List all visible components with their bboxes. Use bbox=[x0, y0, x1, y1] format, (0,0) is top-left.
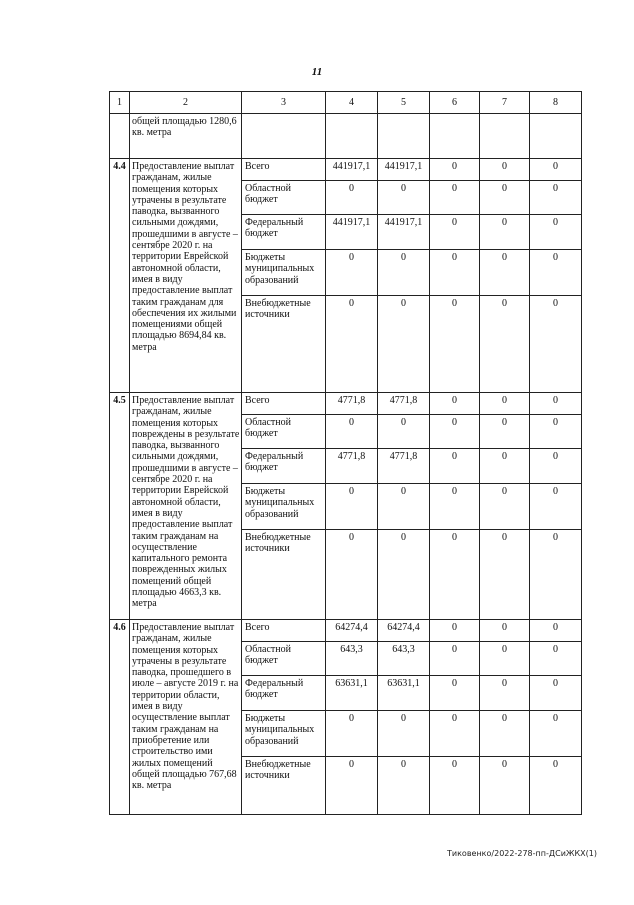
value-cell: 0 bbox=[378, 757, 430, 815]
value-cell: 0 bbox=[480, 159, 530, 181]
value-cell: 0 bbox=[430, 159, 480, 181]
funding-source: Федеральный бюджет bbox=[242, 449, 326, 484]
value-cell: 4771,8 bbox=[326, 449, 378, 484]
value-cell: 0 bbox=[326, 530, 378, 620]
value-cell: 64274,4 bbox=[378, 620, 430, 642]
value-cell: 441917,1 bbox=[326, 159, 378, 181]
value-cell: 0 bbox=[530, 711, 582, 757]
value-cell: 0 bbox=[430, 711, 480, 757]
value-cell: 0 bbox=[480, 484, 530, 530]
value-cell: 0 bbox=[430, 250, 480, 296]
header-cell: 6 bbox=[430, 92, 480, 114]
value-cell: 0 bbox=[530, 676, 582, 711]
funding-source: Федеральный бюджет bbox=[242, 676, 326, 711]
value-cell: 0 bbox=[430, 484, 480, 530]
funding-source: Бюджеты муниципальных образований bbox=[242, 484, 326, 530]
value-cell: 0 bbox=[480, 250, 530, 296]
value-cell: 0 bbox=[430, 393, 480, 415]
header-cell: 7 bbox=[480, 92, 530, 114]
value-cell: 0 bbox=[430, 181, 480, 215]
value-cell bbox=[530, 114, 582, 159]
value-cell: 0 bbox=[326, 181, 378, 215]
value-cell: 0 bbox=[480, 415, 530, 449]
continuation-row bbox=[110, 114, 582, 159]
page-number: 11 bbox=[311, 66, 323, 78]
funding-source: Внебюджетные источники bbox=[242, 296, 326, 393]
value-cell: 0 bbox=[378, 181, 430, 215]
value-cell: 0 bbox=[480, 530, 530, 620]
item-code: 4.6 bbox=[110, 620, 130, 815]
description-cell: общей площадью 1280,6 кв. метра bbox=[130, 114, 242, 159]
value-cell: 0 bbox=[326, 757, 378, 815]
value-cell: 0 bbox=[430, 530, 480, 620]
value-cell: 0 bbox=[480, 757, 530, 815]
funding-source: Областной бюджет bbox=[242, 415, 326, 449]
value-cell: 0 bbox=[530, 449, 582, 484]
value-cell: 0 bbox=[530, 530, 582, 620]
table-row bbox=[110, 620, 582, 642]
value-cell: 0 bbox=[530, 296, 582, 393]
item-description: Предоставление выплат гражданам, жилые помещения которых утрачены в результате паводка, прошедшего в июле – августе 2019 г. на территории области, имея в виду осуществление выплат таким гражданам на приобретение или строительство ими жилых помещений общей площадью 767,68 кв. метра bbox=[130, 620, 242, 815]
value-cell: 0 bbox=[430, 757, 480, 815]
value-cell: 0 bbox=[530, 159, 582, 181]
value-cell: 0 bbox=[378, 296, 430, 393]
value-cell bbox=[378, 114, 430, 159]
value-cell: 4771,8 bbox=[378, 393, 430, 415]
header-cell: 5 bbox=[378, 92, 430, 114]
value-cell bbox=[430, 114, 480, 159]
value-cell: 4771,8 bbox=[326, 393, 378, 415]
value-cell bbox=[480, 114, 530, 159]
funding-source: Областной бюджет bbox=[242, 642, 326, 676]
value-cell: 0 bbox=[430, 296, 480, 393]
value-cell: 0 bbox=[378, 415, 430, 449]
table-row bbox=[110, 393, 582, 415]
value-cell: 643,3 bbox=[326, 642, 378, 676]
header-cell: 1 bbox=[110, 92, 130, 114]
header-cell: 2 bbox=[130, 92, 242, 114]
value-cell: 0 bbox=[378, 250, 430, 296]
header-cell: 4 bbox=[326, 92, 378, 114]
value-cell: 4771,8 bbox=[378, 449, 430, 484]
footer-reference: Тиковенко/2022-278-пп-ДСиЖКХ(1) bbox=[447, 849, 597, 858]
value-cell: 0 bbox=[480, 393, 530, 415]
value-cell: 643,3 bbox=[378, 642, 430, 676]
value-cell: 441917,1 bbox=[378, 215, 430, 250]
value-cell: 0 bbox=[530, 484, 582, 530]
value-cell: 0 bbox=[480, 215, 530, 250]
value-cell: 441917,1 bbox=[326, 215, 378, 250]
value-cell: 0 bbox=[530, 415, 582, 449]
value-cell: 0 bbox=[530, 642, 582, 676]
table-row bbox=[110, 159, 582, 181]
funding-source: Федеральный бюджет bbox=[242, 215, 326, 250]
value-cell: 0 bbox=[326, 296, 378, 393]
funding-source: Бюджеты муниципальных образований bbox=[242, 250, 326, 296]
value-cell: 0 bbox=[530, 757, 582, 815]
value-cell: 0 bbox=[326, 250, 378, 296]
value-cell: 63631,1 bbox=[326, 676, 378, 711]
value-cell: 0 bbox=[480, 620, 530, 642]
value-cell: 0 bbox=[378, 530, 430, 620]
value-cell: 0 bbox=[530, 181, 582, 215]
item-description: Предоставление выплат гражданам, жилые помещения которых утрачены в результате паводка, вызванного сильными дождями, прошедшими в августе – сентябре 2020 г. на территории Еврейской автономной области, имея в виду предоставление выплат таким гражданам для обеспечения их жилыми помещениями общей площадью 8694,84 кв. метра bbox=[130, 159, 242, 393]
budget-table bbox=[109, 91, 582, 815]
code-cell bbox=[110, 114, 130, 159]
header-cell: 8 bbox=[530, 92, 582, 114]
item-code: 4.4 bbox=[110, 159, 130, 393]
funding-source: Всего bbox=[242, 393, 326, 415]
funding-source: Внебюджетные источники bbox=[242, 530, 326, 620]
value-cell: 0 bbox=[430, 215, 480, 250]
value-cell: 63631,1 bbox=[378, 676, 430, 711]
value-cell: 0 bbox=[480, 676, 530, 711]
value-cell: 0 bbox=[378, 711, 430, 757]
item-code: 4.5 bbox=[110, 393, 130, 620]
value-cell: 0 bbox=[530, 250, 582, 296]
value-cell: 64274,4 bbox=[326, 620, 378, 642]
value-cell: 0 bbox=[326, 484, 378, 530]
value-cell: 0 bbox=[530, 215, 582, 250]
value-cell: 0 bbox=[530, 393, 582, 415]
source-cell bbox=[242, 114, 326, 159]
value-cell: 0 bbox=[480, 449, 530, 484]
value-cell: 0 bbox=[430, 642, 480, 676]
funding-source: Бюджеты муниципальных образований bbox=[242, 711, 326, 757]
funding-source: Всего bbox=[242, 620, 326, 642]
value-cell: 0 bbox=[480, 296, 530, 393]
value-cell: 0 bbox=[430, 415, 480, 449]
value-cell: 0 bbox=[480, 181, 530, 215]
value-cell: 0 bbox=[378, 484, 430, 530]
value-cell: 0 bbox=[326, 711, 378, 757]
value-cell: 0 bbox=[530, 620, 582, 642]
header-cell: 3 bbox=[242, 92, 326, 114]
funding-source: Всего bbox=[242, 159, 326, 181]
funding-source: Областной бюджет bbox=[242, 181, 326, 215]
value-cell: 0 bbox=[480, 711, 530, 757]
value-cell: 0 bbox=[430, 676, 480, 711]
table-header-row bbox=[110, 92, 582, 114]
value-cell: 0 bbox=[326, 415, 378, 449]
value-cell: 0 bbox=[430, 449, 480, 484]
value-cell: 0 bbox=[480, 642, 530, 676]
item-description: Предоставление выплат гражданам, жилые помещения которых повреждены в результате паводка, вызванного сильными дождями, прошедшими в августе – сентябре 2020 г. на территории Еврейской автономной области, имея в виду предоставление выплат таким гражданам на осуществление капитального ремонта поврежденных жилых помещений общей площадью 4663,3 кв. метра bbox=[130, 393, 242, 620]
value-cell: 441917,1 bbox=[378, 159, 430, 181]
value-cell: 0 bbox=[430, 620, 480, 642]
value-cell bbox=[326, 114, 378, 159]
funding-source: Внебюджетные источники bbox=[242, 757, 326, 815]
